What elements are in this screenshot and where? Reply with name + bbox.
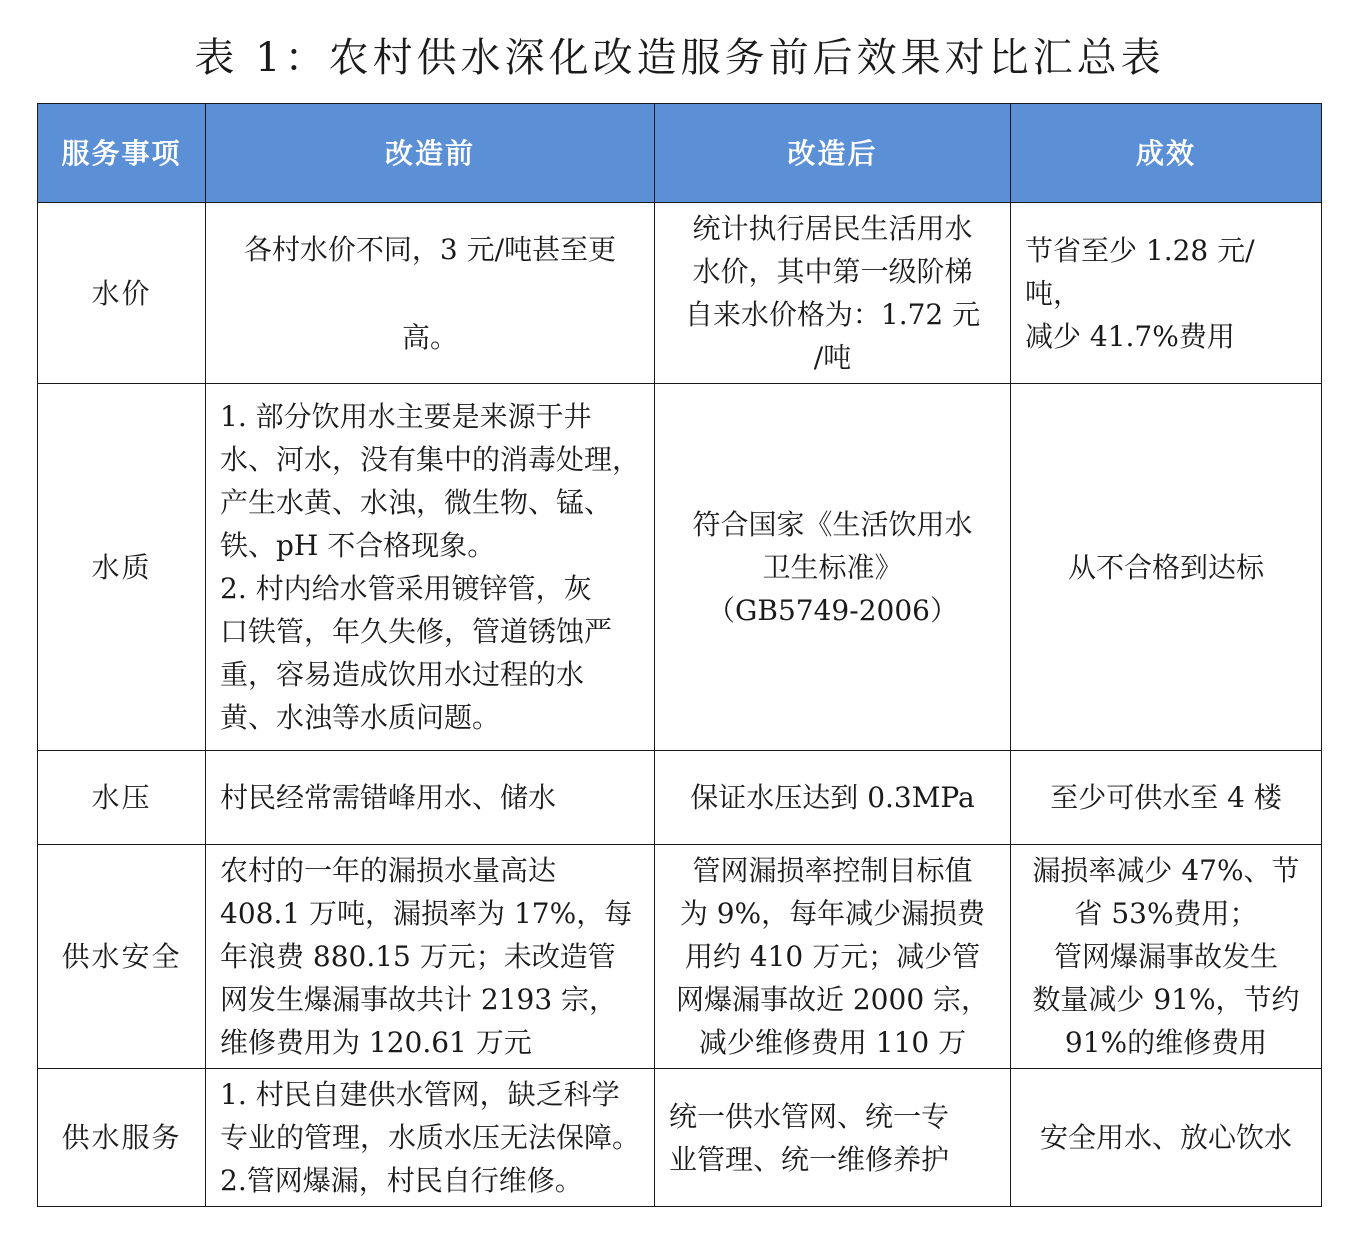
cell-line: 统一供水管网、统一专 — [669, 1099, 950, 1133]
table-row — [38, 384, 1322, 751]
cell-line: 年浪费 880.15 万元；未改造管 — [220, 940, 616, 973]
cell-line: 从不合格到达标 — [1067, 550, 1264, 584]
cell-line: （GB5749-2006） — [707, 593, 958, 627]
table-row — [38, 203, 1322, 384]
cell-line: 省 53%费用； — [1074, 897, 1258, 930]
cell-line: 口铁管，年久失修，管道锈蚀严 — [220, 615, 613, 648]
cell-line: 保证水压达到 0.3MPa — [690, 781, 975, 814]
table-row — [38, 845, 1322, 1069]
cell-line: 重，容易造成饮用水过程的水 — [220, 658, 585, 691]
cell-line: 农村的一年的漏损水量高达 — [220, 854, 557, 887]
header-before: 改造前 — [206, 104, 655, 203]
cell-after — [655, 751, 1011, 845]
cell-line: 黄、水浊等水质问题。 — [220, 701, 501, 734]
cell-line: 业管理、统一维修养护 — [669, 1142, 950, 1176]
cell-line: 用约 410 万元；减少管 — [684, 940, 981, 973]
cell-line: 管网漏损率控制目标值 — [692, 854, 973, 887]
cell-line: 漏损率减少 47%、节 — [1032, 854, 1300, 887]
cell-line: 节省至少 1.28 元/吨， — [1025, 233, 1255, 310]
header-row — [38, 104, 1322, 203]
cell-effect — [1011, 845, 1322, 1069]
cell-line: 水、河水，没有集中的消毒处理， — [220, 443, 641, 476]
row-item-water-pressure: 水压 — [38, 751, 206, 845]
cell-effect — [1011, 751, 1322, 845]
row-item-supply-service: 供水服务 — [38, 1069, 206, 1207]
cell-line: 管网爆漏事故发生 — [1053, 940, 1278, 973]
cell-line: 2.管网爆漏，村民自行维修。 — [220, 1164, 583, 1197]
row-item-water-quality: 水质 — [38, 384, 206, 751]
table-row — [38, 1069, 1322, 1207]
cell-line: 安全用水、放心饮水 — [1039, 1121, 1292, 1154]
cell-line: 91%的维修费用 — [1064, 1026, 1268, 1059]
cell-line: 自来水价格为：1.72 元 — [684, 298, 981, 331]
cell-line: 为 9%，每年减少漏损费 — [679, 897, 986, 930]
cell-line: 高。 — [401, 320, 458, 354]
cell-line: 专业的管理，水质水压无法保障。 — [220, 1121, 641, 1154]
cell-after — [655, 1069, 1011, 1207]
cell-line: 维修费用为 120.61 万元 — [220, 1026, 532, 1059]
cell-before — [206, 384, 655, 751]
cell-line: 408.1 万吨，漏损率为 17%，每 — [220, 897, 633, 930]
cell-before — [206, 203, 655, 384]
cell-line: 产生水黄、水浊，微生物、锰、 — [220, 486, 613, 519]
cell-line: 各村水价不同，3 元/吨甚至更 — [243, 232, 617, 266]
cell-line: 网发生爆漏事故共计 2193 宗， — [220, 983, 618, 1016]
cell-line: 统计执行居民生活用水 — [692, 212, 973, 245]
cell-before — [206, 751, 655, 845]
row-item-supply-safety: 供水安全 — [38, 845, 206, 1069]
row-item-water-price: 水价 — [38, 203, 206, 384]
cell-before — [206, 845, 655, 1069]
cell-line: 水价，其中第一级阶梯 — [692, 255, 973, 288]
cell-line: 符合国家《生活饮用水 — [692, 507, 973, 541]
table-title: 表 1：农村供水深化改造服务前后效果对比汇总表 — [194, 35, 1165, 81]
table-row — [38, 751, 1322, 845]
cell-line: /吨 — [813, 341, 852, 374]
cell-line: 减少 41.7%费用 — [1025, 319, 1235, 353]
cell-effect — [1011, 203, 1322, 384]
cell-line: 1. 部分饮用水主要是来源于井 — [220, 400, 592, 433]
cell-line: 网爆漏事故近 2000 宗， — [675, 983, 990, 1016]
cell-line: 减少维修费用 110 万 — [698, 1026, 967, 1059]
header-effect: 成效 — [1011, 104, 1322, 203]
cell-effect — [1011, 1069, 1322, 1207]
cell-after — [655, 845, 1011, 1069]
cell-after — [655, 203, 1011, 384]
cell-after — [655, 384, 1011, 751]
cell-line: 2. 村内给水管采用镀锌管，灰 — [220, 572, 592, 605]
comparison-table — [37, 103, 1322, 1207]
cell-line: 数量减少 91%，节约 — [1032, 983, 1300, 1016]
cell-before — [206, 1069, 655, 1207]
cell-line: 卫生标准》 — [762, 550, 903, 584]
cell-line: 至少可供水至 4 楼 — [1050, 781, 1282, 814]
cell-line: 村民经常需错峰用水、储水 — [220, 781, 557, 814]
header-after: 改造后 — [655, 104, 1011, 203]
cell-line: 铁、pH 不合格现象。 — [220, 529, 496, 562]
cell-effect — [1011, 384, 1322, 751]
header-service-item: 服务事项 — [38, 104, 206, 203]
cell-line: 1. 村民自建供水管网，缺乏科学 — [220, 1078, 620, 1111]
